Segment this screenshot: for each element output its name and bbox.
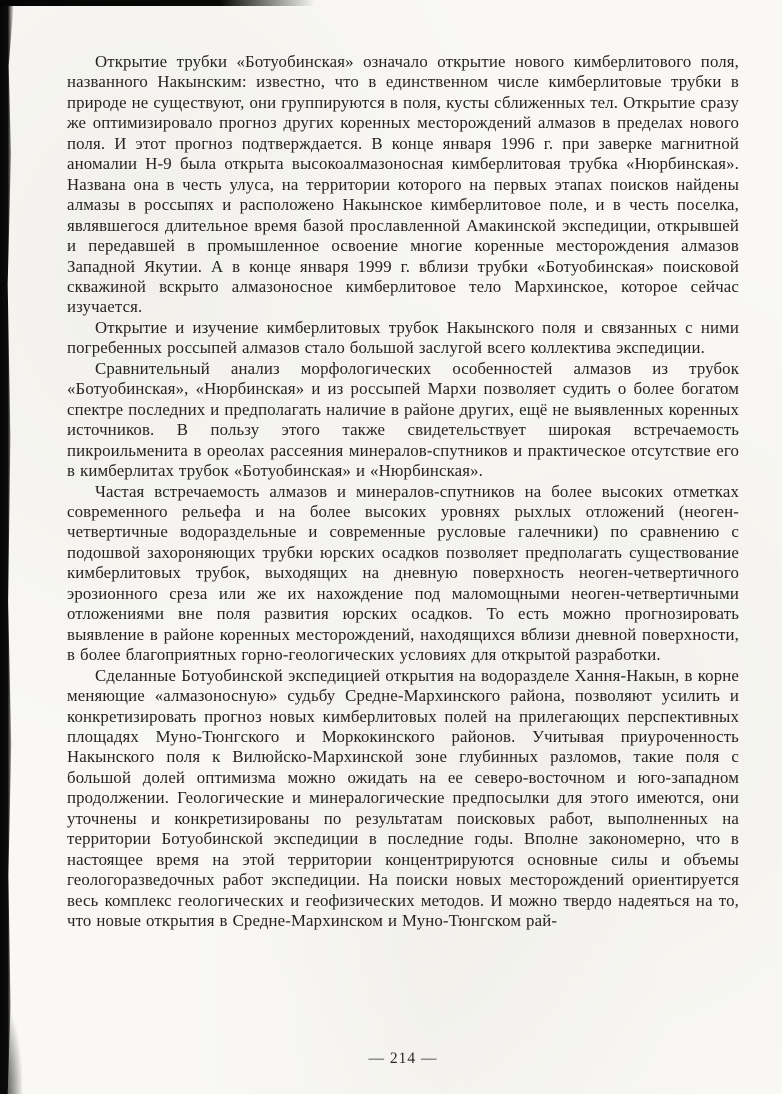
paragraph-3: Сравнительный анализ морфологических особенностей алмазов из трубок «Ботуобинская», «Нюрбинская» и из россыпей Мархи позволяет судить о более богатом спектре последних и предполагать наличие в районе других, ещё не выявленных коренных источников. В пользу этого также свидетельствует широкая встречаемость пикроильменита в ореолах рассеяния минералов-спутников и практическое отсутствие его в кимберлитах трубок «Ботуобинская» и «Нюрбинская». [67, 358, 739, 481]
paragraph-1: Открытие трубки «Ботуобинская» означало открытие нового кимберлитового поля, названного Накынским: известно, что в единственном числе кимберлитовые трубки в природе не существуют, они группируются в поля, кусты сближенных тел. Открытие сразу же оптимизировало прогноз других коренных месторождений алмазов в пределах нового поля. И этот прогноз подтверждается. В конце января 1996 г. при заверке магнитной аномалии Н-9 была открыта высокоалмазоносная кимберлитовая трубка «Нюрбинская». Названа она в честь улуса, на территории которого на первых этапах поисков найдены алмазы в россыпях и расположено Накынское кимберлитовое поле, и в честь поселка, являвшегося длительное время базой прославленной Амакинской экспедиции, открывшей и передавшей в промышленное освоение многие коренные месторождения алмазов Западной Якутии. А в конце января 1999 г. вблизи трубки «Ботуобинская» поисковой скважиной вскрыто алмазоносное кимберлитовое тело Мархинское, которое сейчас изучается. [67, 52, 739, 317]
paragraph-2: Открытие и изучение кимберлитовых трубок Накынского поля и связанных с ними погребенных россыпей алмазов стало большой заслугой всего коллектива экспедиции. [67, 317, 739, 358]
paragraph-5: Сделанные Ботуобинской экспедицией открытия на водоразделе Хання-Накын, в корне меняющие «алмазоносную» судьбу Средне-Мархинского района, позволяют усилить и конкретизировать прогноз новых кимберлитовых полей на прилегающих перспективных площадях Муно-Тюнгского и Моркокинского районов. Учитывая приуроченность Накынского поля к Вилюйско-Мархинской зоне глубинных разломов, такие поля с большой долей оптимизма можно ожидать на ее северо-восточном и юго-западном продолжении. Геологические и минералогические предпосылки для этого имеются, они уточнены и конкретизированы по результатам поисковых работ, выполненных на территории Ботуобинской экспедиции в последние годы. Вполне закономерно, что в настоящее время на этой территории концентрируются основные силы и объемы геологоразведочных работ экспедиции. На поиски новых месторождений ориентируется весь комплекс геологических и геофизических методов. И можно твердо надеяться на то, что новые открытия в Средне-Мархинском и Муно-Тюнгском рай- [67, 665, 739, 931]
paragraph-4: Частая встречаемость алмазов и минералов-спутников на более высоких отметках современного рельефа и на более высоких уровнях рыхлых отложений (неоген-четвертичные водораздельные и современные русловые галечники) по сравнению с подошвой захороняющих трубки юрских осадков позволяет предполагать существование кимберлитовых трубок, выходящих на дневную поверхность неоген-четвертичного эрозионного среза или же их нахождение под маломощными неоген-четвертичными отложениями вне поля развития юрских осадков. То есть можно прогнозировать выявление в районе коренных месторождений, находящихся вблизи дневной поверхности, в более благоприятных горно-геологических условиях для открытой разработки. [67, 481, 739, 665]
page-number: — 214 — [368, 1050, 438, 1067]
page-text-block [67, 52, 739, 931]
scan-artifact-top-edge [0, 0, 315, 6]
scan-artifact-bottom-left [0, 1004, 22, 1094]
scan-artifact-left-edge [0, 0, 14, 1094]
